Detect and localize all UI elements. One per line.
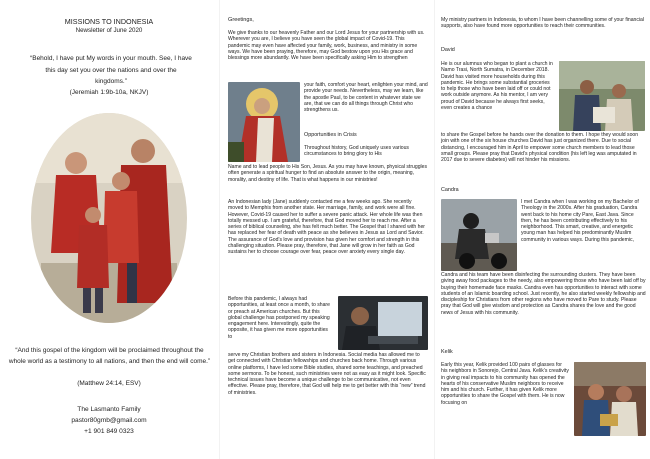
cover-column [0, 0, 218, 459]
opportunities-paragraph: Throughout history, God uniquely uses various circumstances to bring glory to His [304, 145, 409, 158]
partner-name-candra: Candra [441, 187, 459, 193]
david-photo [559, 61, 645, 131]
partner-name-kelik: Kelik [441, 349, 453, 355]
closing-verse: “And this gospel of the kingdom will be proclaimed throughout the whole world as a testimony to all nations, and then the end will come.” [8, 347, 211, 366]
newsletter-subtitle: Newsletter of June 2020 [75, 27, 143, 34]
greeting: Greetings, [228, 17, 254, 23]
pandemic-paragraph: Before this pandemic, I always had opportunities, at least once a month, to share or preach at American churches. But this global challenge has postponed my speaking engagement here. Interestingly, quite the opposite, it has given me more opportunities to [228, 296, 330, 340]
closing-verse-reference: (Matthew 24:14, ESV) [77, 380, 141, 387]
candra-photo [441, 199, 517, 271]
pandemic-paragraph-cont: serve my Christian brothers and sisters in Indonesia. Social media has allowed me to get connected with Christian fellowships and churches back home. Through various online platforms, I have led some Bible studies, shared some teachings, and preached some sermons. To be honest, such ministries were not as easy as it might look. Specific technical issues have become a unique challenge to be communicative, not even effective. Please pray, therefore, that God will help me to get better with this “new” trend of ministries. [228, 352, 426, 396]
fold-line-2 [434, 0, 435, 459]
fold-line-1 [219, 0, 220, 459]
partner-name-david: David [441, 47, 455, 53]
newsletter-title: MISSIONS TO INDONESIA [64, 17, 154, 26]
family-portrait-image [31, 113, 187, 323]
letter-column [222, 0, 432, 459]
david-paragraph: He is our alumnus who began to plant a church in Namo Trasi, North Sumatra, in December 2018. David has visited more households during this pandemic. He brings some substantial groceries to help those who have been laid off or could not work outside anymore. As his mentor, I am very proud of David because he always first seeks, even creates a chance [441, 61, 553, 112]
online-ministry-photo [338, 296, 428, 350]
opening-verse: “Behold, I have put My words in your mouth. See, I have this day set you over the nations and over the kingdoms.” [30, 55, 192, 86]
candra-disinfecting-image [441, 199, 517, 271]
kelik-paragraph: Early this year, Kelik provided 100 pairs of glasses for his neighbors in Sonorejo, Central Java. Kelik’s creativity in giving real impacts to his community has opened the hearts of his conservative Muslim neighbors to receive him and his church. Further, it has given Kelik more opportunities to share the Gospel with them. He is now focusing on [441, 362, 569, 406]
painting-image [228, 82, 300, 162]
kelik-photo [574, 362, 646, 436]
candra-paragraph-cont: Candra and his team have been disinfecting the surrounding clusters. They have been giving away food packages to the needy, also empowering those who have been laid off by buying their homemade face masks. Candra even has opportunities to interact with some students of an Islamic boarding school. Just recently, he also started weekly fellowship and discipleship for Christians from other regions who have moved to Pare to study. Please pray that God will give wisdom and protection as Candra shares the love and the good news of Jesus with his community. [441, 272, 646, 316]
family-photo [31, 113, 187, 323]
contact-email[interactable]: pastor80gmb@gmail.com [71, 417, 147, 424]
partners-column [437, 0, 650, 459]
david-groceries-image [559, 61, 645, 131]
jane-story-paragraph: An Indonesian lady (Jane) suddenly contacted me a few weeks ago. She recently moved to Memphis from another state. Her marriage, family, and work were all fine. However, Covid-19 caused her to suffer a severe panic attack. Her whole life was then totally messed up. I am grateful, therefore, that God moved her to reach me. After a series of biblical counseling, she has felt much better. The Gospel that I shared with her has replaced her fear of death with peace as she believes in Jesus as Lord and Savior. The assurance of God’s love and provision has given her comfort and strength in this challenging situation. Please pray, therefore, that Jane will grow in her faith as God sustains her to choose courage over fear, peace over anxiety every single day. [228, 199, 425, 256]
laptop-preaching-image [338, 296, 428, 350]
section-heading-opportunities: Opportunities in Crisis [304, 132, 357, 138]
opening-verse-reference: (Jeremiah 1:9b-10a, NKJV) [69, 89, 149, 96]
partners-intro: My ministry partners in Indonesia, to whom I have been channelling some of your financial supports, also have found more opportunities to reach their communities. [441, 17, 645, 30]
candra-paragraph: I met Candra when I was working on my Bachelor of Theology in the 2000s. After his graduation, Candra went back to his home city Pare, East Java. Since then, he has been contributing effectively to his neighborhood. This smart, creative, and energetic young man has helped his predominantly Muslim community in various ways. During this pandemic, [521, 199, 639, 243]
intro-paragraph-cont: your faith, comfort your heart, enlighten your mind, and provide your needs. Nevertheless, may we learn, like the apostle Paul, to be content in whatever state we are, that we can do all things through Christ who strengthens us. [304, 82, 428, 114]
contact-phone: +1 901 849 0323 [84, 428, 134, 435]
jesus-painting [228, 82, 300, 162]
kelik-glasses-image [574, 362, 646, 436]
david-paragraph-cont: to share the Gospel before he hands over the donation to them. I hope they would soon join with one of the six house churches David has just organized there. Due to social distancing, I encouraged him in April to empower some church members to lead those small groups. Please pray that David’s physical condition (his left leg was amputated in 2017 due to severe diabetes) will not hinder his missions. [441, 132, 639, 164]
family-name: The Lasmanto Family [77, 406, 141, 413]
opportunities-paragraph-cont: Name and to lead people to His Son, Jesus. As you may have known, physical struggles often generate a spiritual hunger to find an absolute answer to the origin, meaning, morality, and destiny of life. That is what happens in our ministries! [228, 164, 428, 183]
intro-paragraph: We give thanks to our heavenly Father and our Lord Jesus for your partnership with us. Wherever you are, I believe you have seen the global impact of Covid-19. This pandemic may even have affected your family, work, business, and ministry in some ways. We have been praying, therefore, may God bestow upon you His grace and blessings more abundantly. We have been specifically asking Him to strengthen [228, 30, 425, 62]
